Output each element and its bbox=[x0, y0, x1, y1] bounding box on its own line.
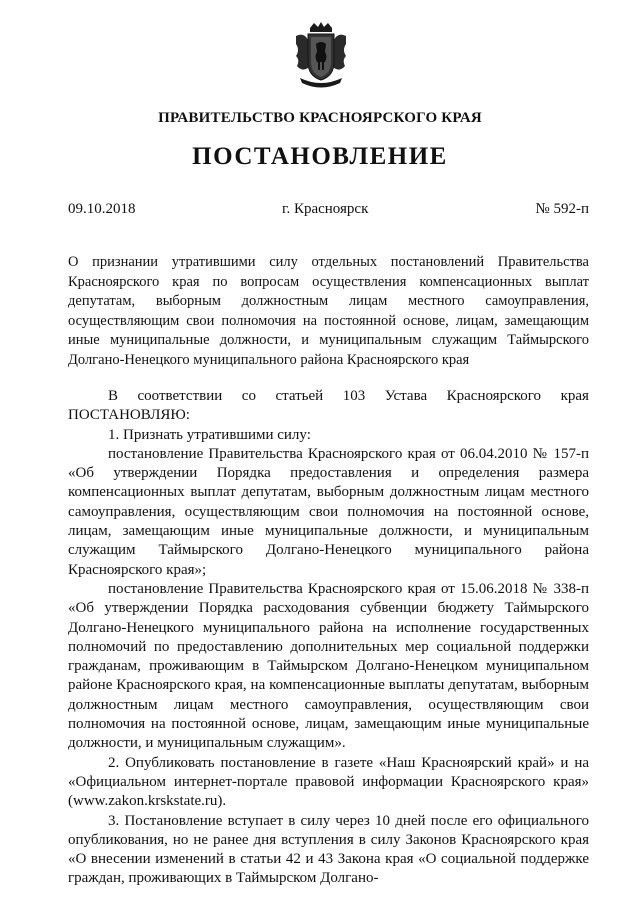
document-date: 09.10.2018 bbox=[68, 201, 136, 217]
intro-word: 103 bbox=[342, 388, 366, 404]
document-body bbox=[68, 387, 589, 889]
item-1-b: постановление Правительства Красноярского края от 15.06.2018 № 338-п «Об утверждении Порядка расходования субвенции бюджету Таймырского Долгано-Ненецкого муниципального района на исполнение государственных полномочий по предоставлению дополнительных мер социальной поддержки гражданам, проживающим в Таймырском Долгано-Ненецком муниципальном районе Красноярского края, на компенсационные выплаты депутатам, выборным должностным лицам местного самоуправления, осуществляющим свои полномочия на постоянной основе, лицам, замещающим иные муниципальные должности, и муниципальным служащим». bbox=[68, 580, 589, 752]
document-meta bbox=[68, 201, 589, 221]
item-1-a: постановление Правительства Красноярского края от 06.04.2010 № 157-п «Об утверждении Порядка предоставления и определения размера компенсационных выплат депутатам, выборным должностным лицам местного самоуправления, осуществляющим свои полномочия на постоянной основе, лицам, замещающим иные муниципальные должности, и муниципальным служащим Таймырского Долгано-Ненецкого муниципального района Красноярского края»; bbox=[68, 445, 589, 578]
resolve-line: ПОСТАНОВЛЯЮ: bbox=[68, 407, 190, 424]
document-title: ПОСТАНОВЛЕНИЕ bbox=[192, 143, 448, 170]
intro-word: со bbox=[241, 388, 256, 404]
intro-line bbox=[68, 387, 589, 406]
document-subject: О признании утратившими силу отдельных постановлений Правительства Красноярского края по вопросам осуществления компенсационных выплат депутатам, выборным должностным лицам местного самоуправления, осуществляющим свои полномочия на постоянной основе, лицам, замещающим иные муниципальные должности, и муниципальным служащим Таймырского Долгано-Ненецкого муниципального района Красноярского края bbox=[68, 254, 589, 368]
intro-word: Устава bbox=[384, 388, 428, 404]
intro-word: соответствии bbox=[137, 388, 223, 404]
item-1-heading: 1. Признать утратившими силу: bbox=[108, 426, 311, 443]
intro-word: статьей bbox=[275, 388, 324, 404]
coat-of-arms-emblem bbox=[294, 22, 348, 88]
government-name: ПРАВИТЕЛЬСТВО КРАСНОЯРСКОГО КРАЯ bbox=[158, 110, 482, 126]
item-3: 3. Постановление вступает в силу через 10 дней после его официального опубликования, но не ранее дня вступления в силу Законов Красноярского края «О внесении изменений в статьи 42 и 43 Закона края «О социальной поддержке граждан, проживающих в Таймырском Долгано- bbox=[68, 812, 589, 887]
item-2: 2. Опубликовать постановление в газете «Наш Красноярский край» и на «Официальном интернет-портале правовой информации Красноярского края» (www.zakon.krskstate.ru). bbox=[68, 754, 589, 810]
document-number: № 592-п bbox=[535, 201, 589, 217]
document-city: г. Красноярск bbox=[282, 201, 369, 217]
intro-word: Красноярского bbox=[446, 388, 542, 404]
intro-word: края bbox=[560, 388, 589, 404]
intro-word: В bbox=[108, 388, 119, 404]
